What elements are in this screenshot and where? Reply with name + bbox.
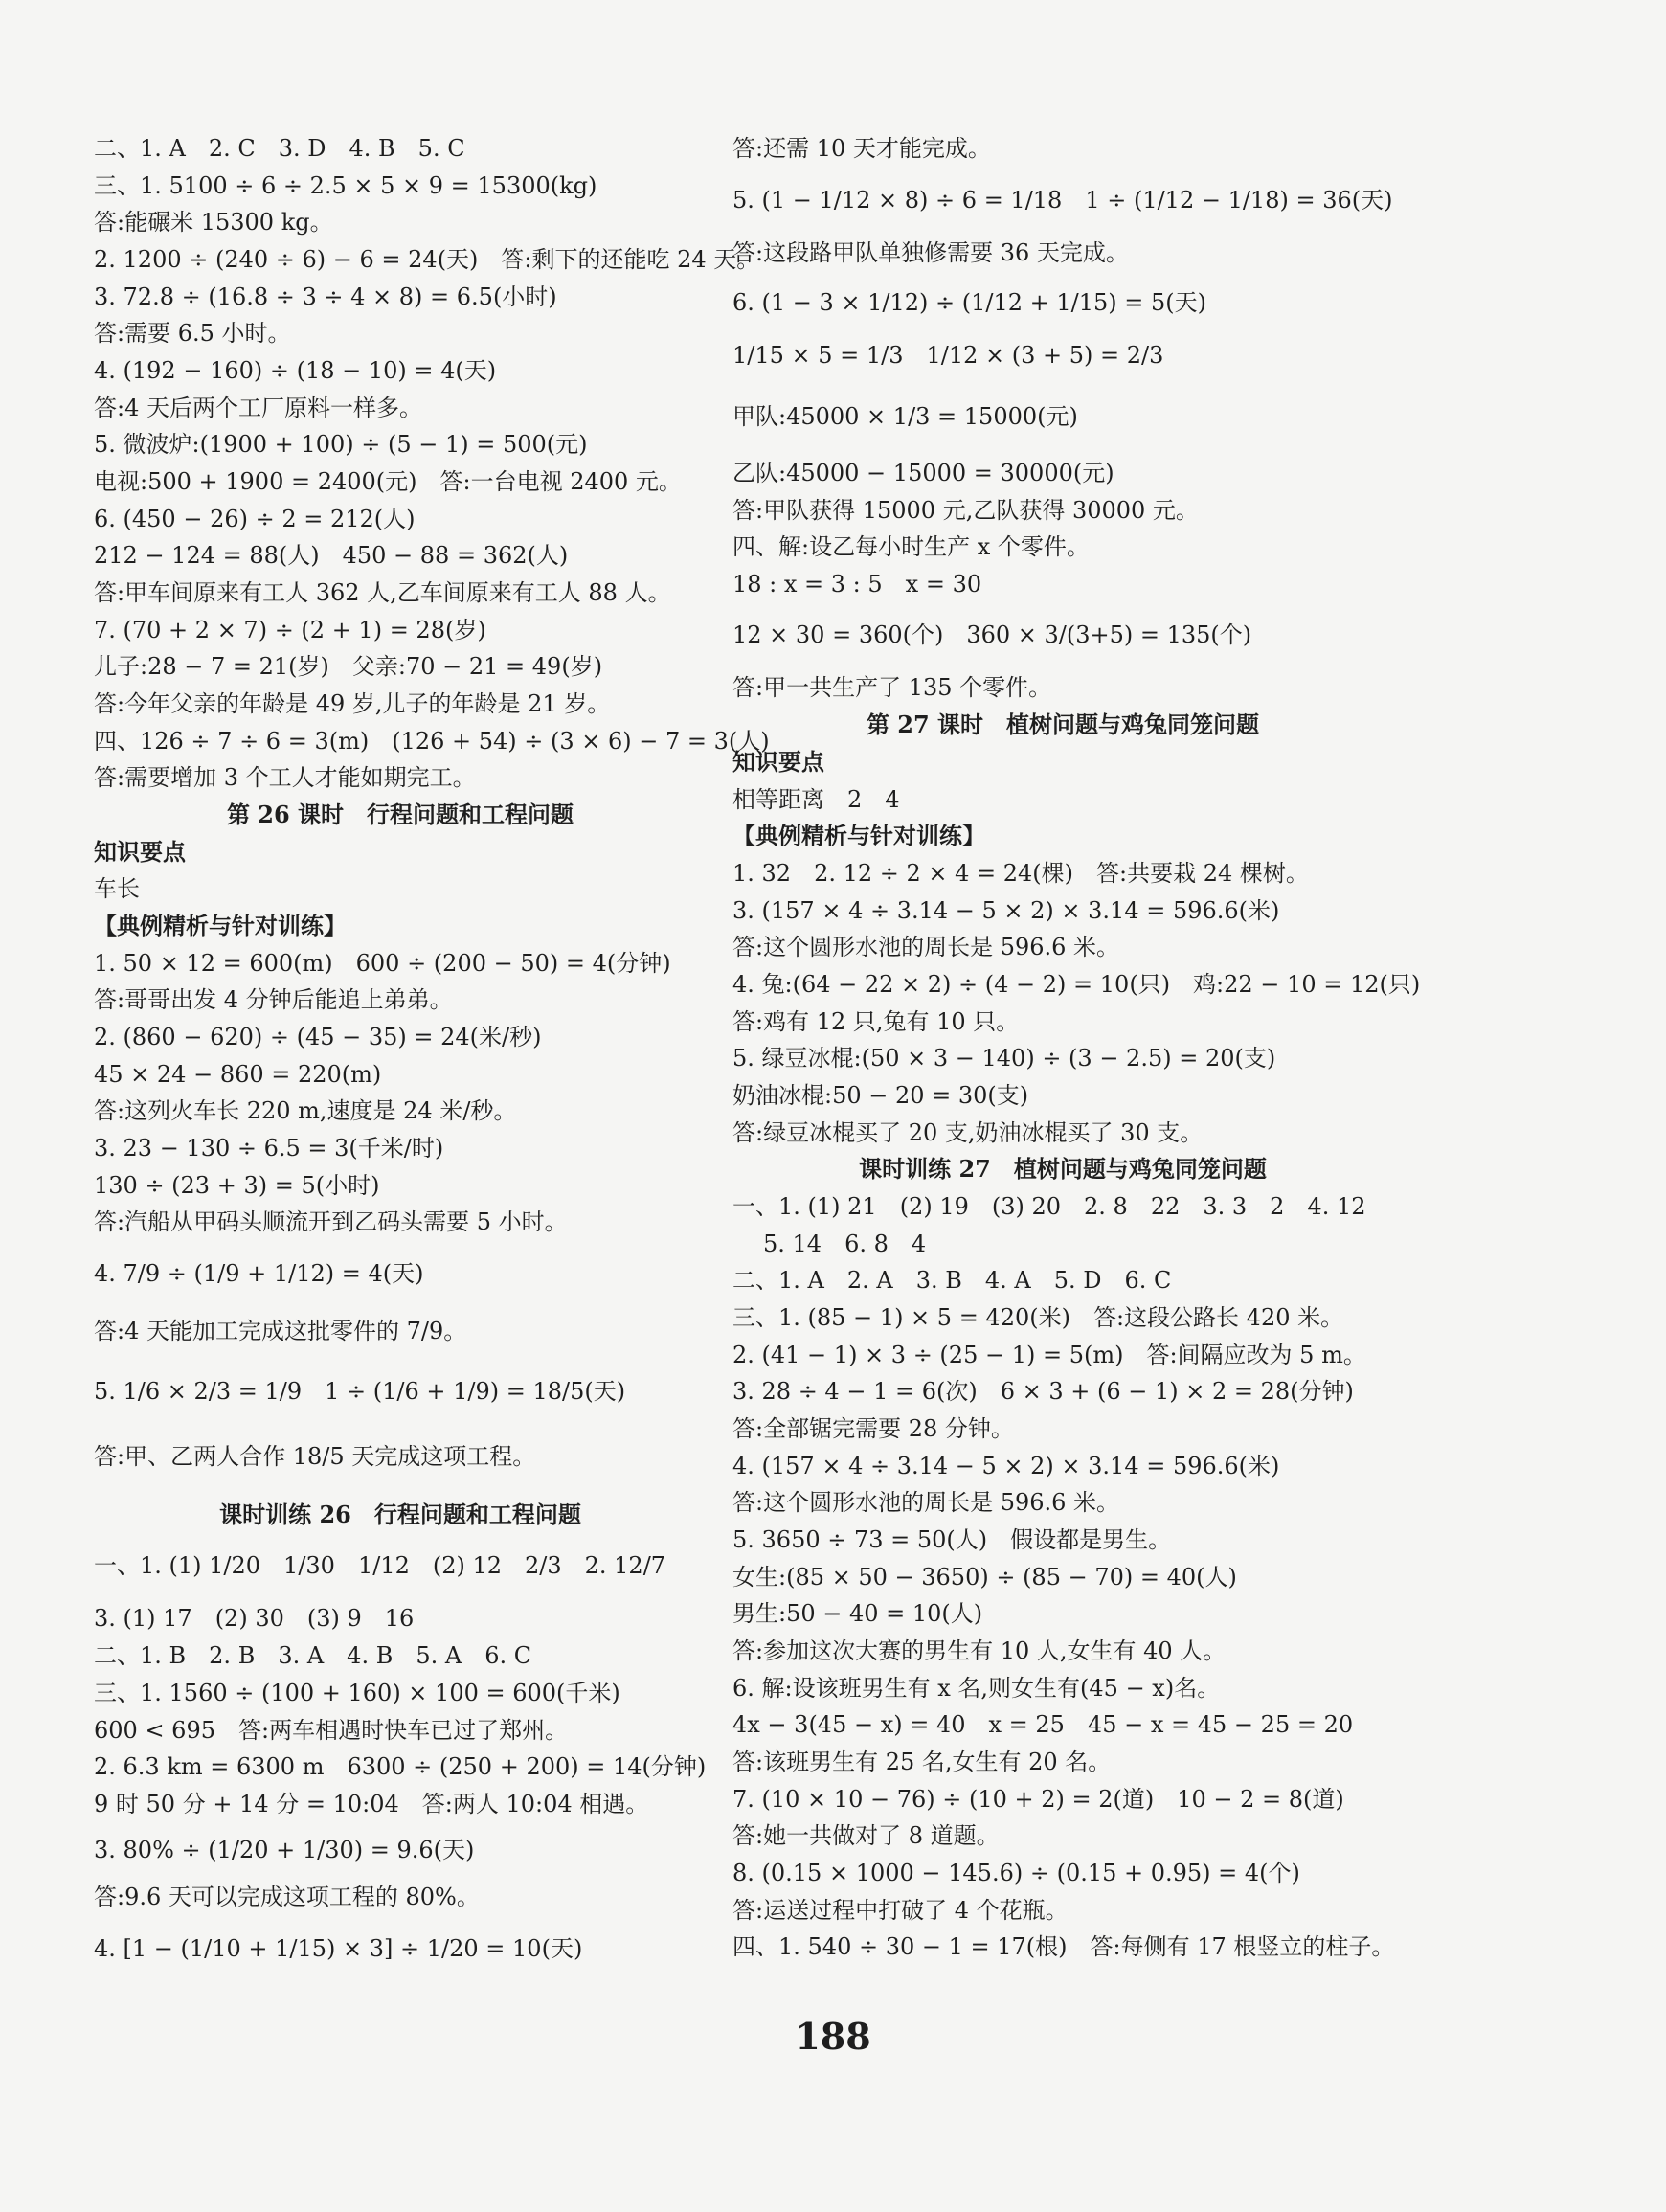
answer-line: 6. 解:设该班男生有 x 名,则女生有(45 − x)名。 bbox=[732, 1675, 1221, 1702]
answer-line: 2. 6.3 km = 6300 m 6300 ÷ (250 + 200) = 14(分钟) bbox=[94, 1753, 707, 1780]
answer-line: 二、1. B 2. B 3. A 4. B 5. A 6. C bbox=[94, 1642, 532, 1669]
answer-line: 212 − 124 = 88(人) 450 − 88 = 362(人) bbox=[94, 542, 569, 569]
answer-line: 1. 50 × 12 = 600(m) 600 ÷ (200 − 50) = 4(分钟) bbox=[94, 950, 671, 977]
answer-line: 答:运送过程中打破了 4 个花瓶。 bbox=[732, 1897, 1069, 1924]
answer-line: 电视:500 + 1900 = 2400(元) 答:一台电视 2400 元。 bbox=[94, 468, 682, 495]
answer-line: 1/15 × 5 = 1/3 1/12 × (3 + 5) = 2/3 bbox=[732, 342, 1164, 369]
answer-line: 答:能碾米 15300 kg。 bbox=[94, 209, 333, 236]
answer-line: 4. 兔:(64 − 22 × 2) ÷ (4 − 2) = 10(只) 鸡:22 − 10 = 12(只) bbox=[732, 971, 1421, 998]
answer-line: 2. (41 − 1) × 3 ÷ (25 − 1) = 5(m) 答:间隔应改为 5 m。 bbox=[732, 1342, 1366, 1368]
answer-line: 儿子:28 − 7 = 21(岁) 父亲:70 − 21 = 49(岁) bbox=[94, 653, 603, 680]
answer-line: 答:该班男生有 25 名,女生有 20 名。 bbox=[732, 1749, 1112, 1775]
answer-line: 答:这段路甲队单独修需要 36 天完成。 bbox=[732, 239, 1129, 266]
subsection-label: 【典例精析与针对训练】 bbox=[732, 822, 985, 849]
answer-line: 答:这个圆形水池的周长是 596.6 米。 bbox=[732, 934, 1120, 960]
answer-line: 5. 14 6. 8 4 bbox=[763, 1230, 927, 1257]
answer-line: 四、1. 540 ÷ 30 − 1 = 17(根) 答:每侧有 17 根竖立的柱子。 bbox=[732, 1933, 1395, 1960]
section-heading: 课时训练 27 植树问题与鸡兔同笼问题 bbox=[859, 1155, 1267, 1183]
answer-line: 答:这个圆形水池的周长是 596.6 米。 bbox=[732, 1489, 1120, 1516]
answer-line: 3. 28 ÷ 4 − 1 = 6(次) 6 × 3 + (6 − 1) × 2 = 28(分钟) bbox=[732, 1378, 1354, 1405]
answer-line: 答:甲队获得 15000 元,乙队获得 30000 元。 bbox=[732, 497, 1199, 524]
answer-line: 3. 80% ÷ (1/20 + 1/30) = 9.6(天) bbox=[94, 1837, 475, 1863]
answer-line: 二、1. A 2. A 3. B 4. A 5. D 6. C bbox=[732, 1267, 1172, 1294]
section-heading: 第 27 课时 植树问题与鸡兔同笼问题 bbox=[866, 711, 1260, 738]
answer-line: 6. (1 − 3 × 1/12) ÷ (1/12 + 1/15) = 5(天) bbox=[732, 289, 1207, 316]
answer-line: 1. 32 2. 12 ÷ 2 × 4 = 24(棵) 答:共要栽 24 棵树。 bbox=[732, 860, 1309, 887]
answer-line: 4. [1 − (1/10 + 1/15) × 3] ÷ 1/20 = 10(天) bbox=[94, 1935, 583, 1962]
answer-line: 答:哥哥出发 4 分钟后能追上弟弟。 bbox=[94, 986, 453, 1013]
answer-line: 3. 23 − 130 ÷ 6.5 = 3(千米/时) bbox=[94, 1135, 444, 1162]
answer-line: 5. (1 − 1/12 × 8) ÷ 6 = 1/18 1 ÷ (1/12 − 1/18) = 36(天) bbox=[732, 187, 1393, 214]
answer-line: 三、1. 5100 ÷ 6 ÷ 2.5 × 5 × 9 = 15300(kg) bbox=[94, 172, 597, 199]
answer-line: 8. (0.15 × 1000 − 145.6) ÷ (0.15 + 0.95) = 4(个) bbox=[732, 1860, 1300, 1886]
answer-line: 9 时 50 分 + 14 分 = 10:04 答:两人 10:04 相遇。 bbox=[94, 1791, 649, 1817]
answer-line: 130 ÷ (23 + 3) = 5(小时) bbox=[94, 1172, 380, 1199]
answer-line: 3. 72.8 ÷ (16.8 ÷ 3 ÷ 4 × 8) = 6.5(小时) bbox=[94, 283, 557, 310]
answer-line: 5. 微波炉:(1900 + 100) ÷ (5 − 1) = 500(元) bbox=[94, 431, 588, 458]
answer-line: 一、1. (1) 1/20 1/30 1/12 (2) 12 2/3 2. 12/7 bbox=[94, 1552, 666, 1579]
answer-line: 车长 bbox=[94, 875, 140, 902]
answer-line: 答:今年父亲的年龄是 49 岁,儿子的年龄是 21 岁。 bbox=[94, 690, 611, 717]
answer-line: 5. 3650 ÷ 73 = 50(人) 假设都是男生。 bbox=[732, 1526, 1172, 1553]
subsection-label: 知识要点 bbox=[732, 748, 824, 776]
answer-line: 四、解:设乙每小时生产 x 个零件。 bbox=[732, 533, 1090, 560]
answer-line: 二、1. A 2. C 3. D 4. B 5. C bbox=[94, 135, 465, 162]
answer-line: 7. (70 + 2 × 7) ÷ (2 + 1) = 28(岁) bbox=[94, 617, 486, 643]
answer-line: 6. (450 − 26) ÷ 2 = 212(人) bbox=[94, 506, 416, 532]
answer-line: 600 < 695 答:两车相遇时快车已过了郑州。 bbox=[94, 1717, 569, 1744]
answer-line: 4. (192 − 160) ÷ (18 − 10) = 4(天) bbox=[94, 357, 497, 384]
answer-line: 答:需要 6.5 小时。 bbox=[94, 320, 291, 347]
answer-line: 答:这列火车长 220 m,速度是 24 米/秒。 bbox=[94, 1097, 517, 1124]
answer-line: 答:9.6 天可以完成这项工程的 80%。 bbox=[94, 1884, 480, 1910]
subsection-label: 【典例精析与针对训练】 bbox=[94, 912, 347, 939]
answer-line: 5. 绿豆冰棍:(50 × 3 − 140) ÷ (3 − 2.5) = 20(支) bbox=[732, 1045, 1276, 1072]
answer-line: 2. 1200 ÷ (240 ÷ 6) − 6 = 24(天) 答:剩下的还能吃 24 天。 bbox=[94, 246, 760, 273]
answer-line: 女生:(85 × 50 − 3650) ÷ (85 − 70) = 40(人) bbox=[732, 1564, 1237, 1591]
subsection-label: 知识要点 bbox=[94, 838, 186, 866]
section-heading: 课时训练 26 行程问题和工程问题 bbox=[219, 1501, 581, 1528]
page-number: 188 bbox=[795, 2015, 871, 2058]
answer-line: 奶油冰棍:50 − 20 = 30(支) bbox=[732, 1082, 1029, 1109]
answer-line: 45 × 24 − 860 = 220(m) bbox=[94, 1061, 382, 1088]
answer-line: 3. (1) 17 (2) 30 (3) 9 16 bbox=[94, 1605, 415, 1632]
answer-line: 答:全部锯完需要 28 分钟。 bbox=[732, 1415, 1014, 1442]
answer-line: 7. (10 × 10 − 76) ÷ (10 + 2) = 2(道) 10 − 2 = 8(道) bbox=[732, 1786, 1344, 1813]
section-heading: 第 26 课时 行程问题和工程问题 bbox=[226, 801, 574, 828]
answer-line: 乙队:45000 − 15000 = 30000(元) bbox=[732, 460, 1114, 486]
answer-line: 答:绿豆冰棍买了 20 支,奶油冰棍买了 30 支。 bbox=[732, 1119, 1204, 1146]
answer-line: 4. 7/9 ÷ (1/9 + 1/12) = 4(天) bbox=[94, 1260, 424, 1287]
answer-line: 答:鸡有 12 只,兔有 10 只。 bbox=[732, 1008, 1020, 1035]
answer-line: 答:甲一共生产了 135 个零件。 bbox=[732, 674, 1052, 701]
answer-line: 12 × 30 = 360(个) 360 × 3/(3+5) = 135(个) bbox=[732, 621, 1252, 648]
answer-line: 答:甲、乙两人合作 18/5 天完成这项工程。 bbox=[94, 1443, 536, 1470]
answer-line: 答:需要增加 3 个工人才能如期完工。 bbox=[94, 764, 476, 791]
answer-line: 答:甲车间原来有工人 362 人,乙车间原来有工人 88 人。 bbox=[94, 579, 671, 606]
answer-line: 答:汽船从甲码头顺流开到乙码头需要 5 小时。 bbox=[94, 1208, 568, 1235]
answer-line: 四、126 ÷ 7 ÷ 6 = 3(m) (126 + 54) ÷ (3 × 6) − 7 = 3(人) bbox=[94, 728, 770, 755]
answer-line: 4x − 3(45 − x) = 40 x = 25 45 − x = 45 − 25 = 20 bbox=[732, 1711, 1354, 1738]
answer-line: 三、1. (85 − 1) × 5 = 420(米) 答:这段公路长 420 米。 bbox=[732, 1304, 1344, 1331]
answer-line: 甲队:45000 × 1/3 = 15000(元) bbox=[732, 403, 1078, 430]
answer-line: 一、1. (1) 21 (2) 19 (3) 20 2. 8 22 3. 3 2 4. 12 bbox=[732, 1193, 1366, 1220]
answer-line: 答:4 天能加工完成这批零件的 7/9。 bbox=[94, 1318, 467, 1344]
answer-line: 答:参加这次大赛的男生有 10 人,女生有 40 人。 bbox=[732, 1637, 1227, 1664]
answer-line: 4. (157 × 4 ÷ 3.14 − 5 × 2) × 3.14 = 596.6(米) bbox=[732, 1453, 1280, 1479]
answer-line: 3. (157 × 4 ÷ 3.14 − 5 × 2) × 3.14 = 596.6(米) bbox=[732, 897, 1280, 924]
answer-line: 2. (860 − 620) ÷ (45 − 35) = 24(米/秒) bbox=[94, 1024, 542, 1050]
answer-line: 男生:50 − 40 = 10(人) bbox=[732, 1600, 983, 1627]
answer-line: 5. 1/6 × 2/3 = 1/9 1 ÷ (1/6 + 1/9) = 18/5(天) bbox=[94, 1378, 626, 1405]
answer-line: 18 : x = 3 : 5 x = 30 bbox=[732, 571, 982, 598]
answer-line: 答:4 天后两个工厂原料一样多。 bbox=[94, 395, 422, 421]
answer-line: 答:她一共做对了 8 道题。 bbox=[732, 1822, 1000, 1849]
answer-line: 相等距离 2 4 bbox=[732, 786, 900, 813]
answer-line: 三、1. 1560 ÷ (100 + 160) × 100 = 600(千米) bbox=[94, 1680, 620, 1706]
answer-line: 答:还需 10 天才能完成。 bbox=[732, 135, 991, 162]
